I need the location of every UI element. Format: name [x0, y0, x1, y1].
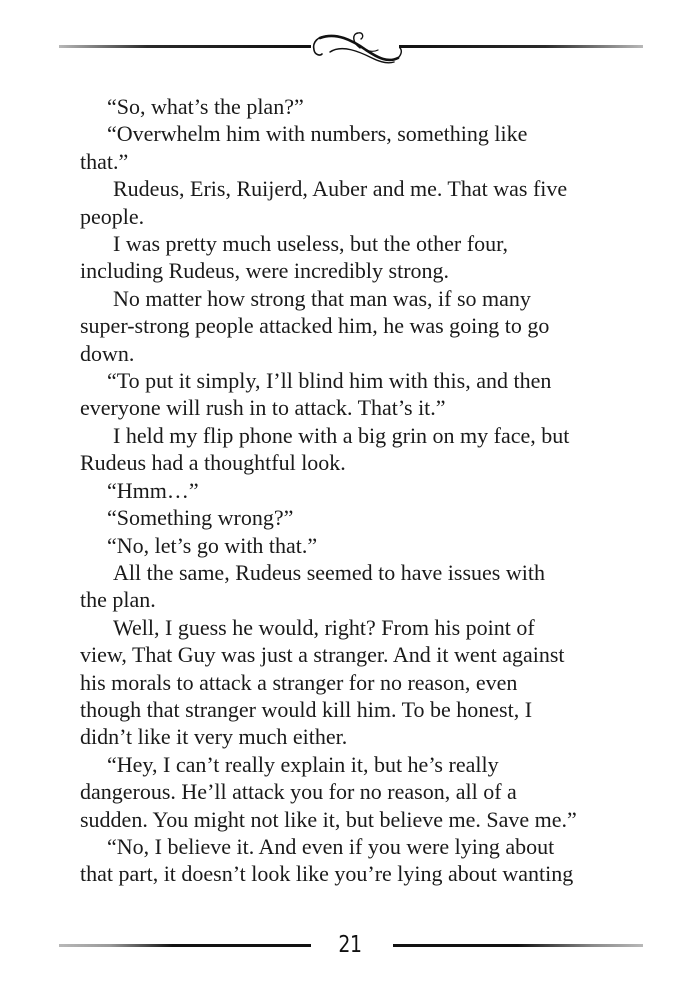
- text-line: everyone will rush in to attack. That’s it.”: [80, 395, 446, 421]
- text-line: All the same, Rudeus seemed to have issues with: [113, 559, 545, 585]
- text-line: down.: [80, 340, 135, 366]
- text-line: “To put it simply, I’ll blind him with this, and then: [107, 368, 552, 394]
- text-line: his morals to attack a stranger for no reason, even: [80, 669, 518, 695]
- text-line: “No, I believe it. And even if you were lying about: [107, 833, 555, 859]
- text-line: view, That Guy was just a stranger. And it went against: [80, 642, 565, 668]
- text-line: people.: [80, 203, 145, 229]
- header-rule-right: [399, 45, 643, 48]
- page-body-text: [80, 93, 640, 888]
- footer-rule-right: [393, 944, 643, 947]
- text-line: didn’t like it very much either.: [80, 724, 348, 750]
- dialog-paragraph: [80, 93, 640, 120]
- text-line: “Something wrong?”: [107, 505, 294, 531]
- narration-paragraph: [80, 559, 640, 614]
- text-line: that.”: [80, 148, 129, 174]
- text-line: “No, let’s go with that.”: [107, 532, 318, 558]
- dialog-paragraph: [80, 367, 640, 422]
- narration-paragraph: [80, 285, 640, 367]
- header-divider: [0, 30, 700, 66]
- text-line: “Hmm…”: [107, 477, 199, 503]
- footer-rule-left: [59, 944, 311, 947]
- text-line: I was pretty much useless, but the other four,: [113, 231, 509, 257]
- dialog-paragraph: [80, 120, 640, 175]
- text-line: the plan.: [80, 587, 156, 613]
- dialog-paragraph: [80, 532, 640, 559]
- text-line: No matter how strong that man was, if so many: [113, 285, 531, 311]
- text-line: I held my flip phone with a big grin on my face, but: [113, 422, 570, 448]
- text-line: super-strong people attacked him, he was going to go: [80, 313, 550, 339]
- dialog-paragraph: [80, 477, 640, 504]
- text-line: “Hey, I can’t really explain it, but he’s really: [107, 751, 499, 777]
- page-number: 21: [338, 932, 362, 958]
- dialog-paragraph: [80, 751, 640, 833]
- text-line: dangerous. He’ll attack you for no reason, all of a: [80, 779, 517, 805]
- text-line: Well, I guess he would, right? From his point of: [113, 614, 535, 640]
- flourish-ornament-icon: [308, 30, 404, 66]
- text-line: that part, it doesn’t look like you’re lying about wanting: [80, 861, 574, 887]
- narration-paragraph: [80, 175, 640, 230]
- narration-paragraph: [80, 230, 640, 285]
- header-rule-left: [59, 45, 311, 48]
- text-line: “Overwhelm him with numbers, something like: [107, 121, 528, 147]
- text-line: Rudeus had a thoughtful look.: [80, 450, 346, 476]
- text-line: sudden. You might not like it, but believe me. Save me.”: [80, 806, 577, 832]
- dialog-paragraph: [80, 833, 640, 888]
- text-line: Rudeus, Eris, Ruijerd, Auber and me. That was five: [113, 176, 568, 202]
- text-line: “So, what’s the plan?”: [107, 94, 304, 119]
- page-footer: [0, 930, 700, 966]
- narration-paragraph: [80, 614, 640, 751]
- dialog-paragraph: [80, 504, 640, 531]
- text-line: including Rudeus, were incredibly strong.: [80, 258, 450, 284]
- text-line: though that stranger would kill him. To be honest, I: [80, 696, 533, 722]
- narration-paragraph: [80, 422, 640, 477]
